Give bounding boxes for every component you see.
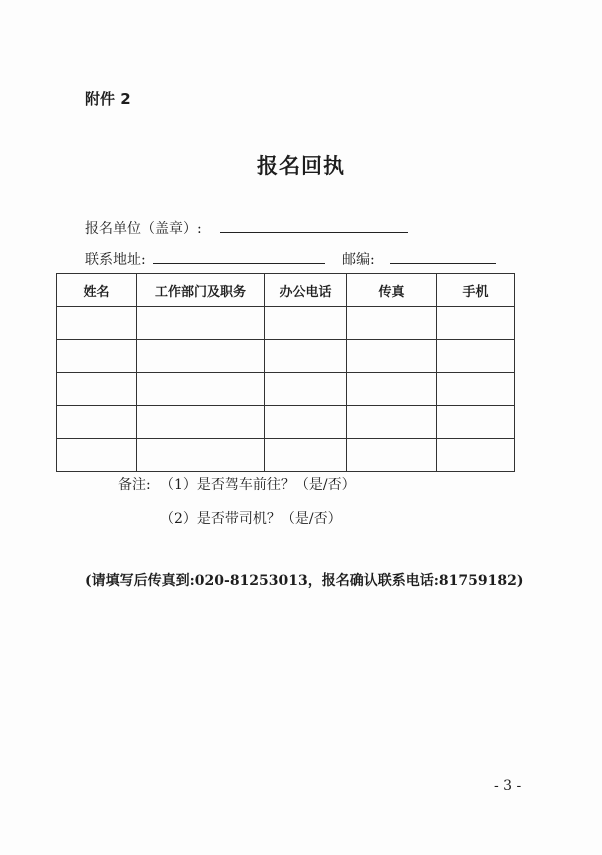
- table-cell[interactable]: [265, 406, 347, 439]
- table-cell[interactable]: [57, 340, 137, 373]
- table-cell[interactable]: [347, 373, 437, 406]
- table-row: [57, 439, 515, 472]
- page-number: - 3 -: [494, 778, 522, 794]
- postcode-blank-line[interactable]: [390, 263, 496, 264]
- address-blank-line[interactable]: [153, 263, 325, 264]
- table-row: [57, 307, 515, 340]
- table-cell[interactable]: [57, 439, 137, 472]
- table-cell[interactable]: [57, 373, 137, 406]
- registration-table: [56, 273, 515, 472]
- address-label: 联系地址:: [85, 252, 146, 268]
- unit-label: 报名单位（盖章）:: [85, 221, 202, 237]
- page-title: 报名回执: [257, 154, 345, 178]
- table-cell[interactable]: [437, 340, 515, 373]
- table-cell[interactable]: [57, 307, 137, 340]
- note-item-driver: （2）是否带司机？（是/否）: [160, 511, 342, 527]
- table-cell[interactable]: [265, 439, 347, 472]
- header-fax: 传真: [347, 274, 437, 307]
- table-row: [57, 340, 515, 373]
- table-cell[interactable]: [437, 373, 515, 406]
- table-cell[interactable]: [137, 406, 265, 439]
- table-cell[interactable]: [137, 439, 265, 472]
- table-cell[interactable]: [265, 307, 347, 340]
- table-row: [57, 406, 515, 439]
- table-cell[interactable]: [437, 406, 515, 439]
- postcode-label: 邮编:: [342, 252, 375, 268]
- header-department-position: 工作部门及职务: [137, 274, 265, 307]
- attachment-label: 附件 2: [85, 90, 131, 108]
- table-row: [57, 373, 515, 406]
- table-cell[interactable]: [437, 307, 515, 340]
- table-cell[interactable]: [137, 373, 265, 406]
- table-cell[interactable]: [437, 439, 515, 472]
- table-cell[interactable]: [347, 439, 437, 472]
- table-cell[interactable]: [347, 307, 437, 340]
- header-name: 姓名: [57, 274, 137, 307]
- fax-instruction: (请填写后传真到:020-81253013，报名确认联系电话:81759182): [85, 573, 524, 589]
- table-cell[interactable]: [347, 406, 437, 439]
- table-cell[interactable]: [57, 406, 137, 439]
- table-header-row: [57, 274, 515, 307]
- table-cell[interactable]: [265, 373, 347, 406]
- table-cell[interactable]: [137, 307, 265, 340]
- table-cell[interactable]: [137, 340, 265, 373]
- unit-blank-line[interactable]: [220, 232, 408, 233]
- table-cell[interactable]: [265, 340, 347, 373]
- notes-prefix: 备注:: [118, 477, 151, 493]
- header-office-phone: 办公电话: [265, 274, 347, 307]
- note-item-drive: （1）是否驾车前往？（是/否）: [160, 477, 356, 493]
- header-mobile: 手机: [437, 274, 515, 307]
- table-cell[interactable]: [347, 340, 437, 373]
